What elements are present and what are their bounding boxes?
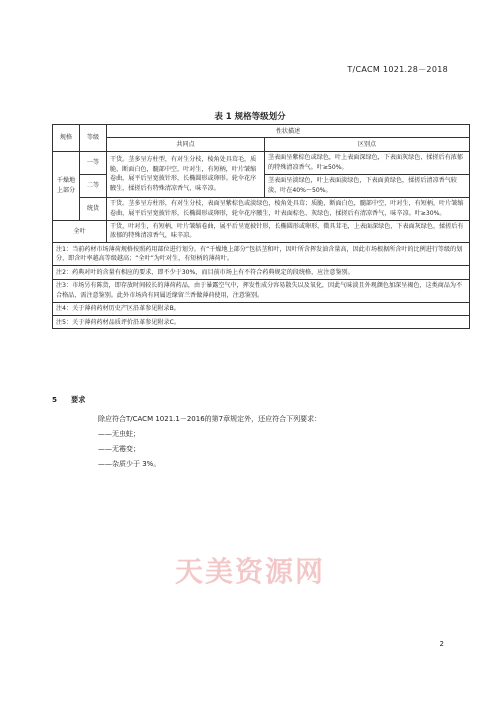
header-common: 共同点 <box>107 138 265 151</box>
section-title: 要求 <box>71 395 86 404</box>
header-traits: 性状描述 <box>107 125 470 138</box>
table-note: 注4：关于薄荷药材历史产区沿革参见附录B。 <box>53 302 470 315</box>
spec-dry-aerial: 千燥地上部分 <box>53 151 80 220</box>
section-number: 5 <box>52 395 58 404</box>
ungraded-traits: 干货。茎多呈方柱形，有对生分枝，表面呈紫棕色或淡绿色，棱角处具茸；质脆，断面白色，髓部中空，叶对生，有短柄，叶片皱缩卷曲，展平后呈宽披针形，长椭圆形或卵形，轮伞花序腋生，叶表面棕色、灰绿色，揉搓后有清凉香气，味辛凉。叶≥30%。 <box>107 197 470 220</box>
header-spec: 规格 <box>53 125 80 152</box>
common-traits: 干货。茎多呈方柱型，有对生分枝，棱角处具茸毛，质脆，断面白色，髓部中空，叶对生，有短柄，叶片皱缩卷曲，展平后呈宽披针形，长椭圆形或卵形。轮伞花序腋生，揉搓后有特殊清凉香气，味辛凉。 <box>107 151 265 197</box>
table-note: 注1：当前药材市场薄荷规格按照药用部位进行划分。有“千燥地上部分”包括茎和叶，因叶所含挥发油含量高，因此市场根据所含叶的比例进行等级的划分，即含叶率越高等级越高；“全叶”为叶对生，有短柄的薄荷叶。 <box>53 243 470 266</box>
diff-second: 茎表面呈淡绿色，叶上表面淡绿色，下表面黄绿色，揉搓后清凉香气较淡，叶在40%～50%。 <box>265 174 470 197</box>
table-note: 注3：市场另有陈货，即存放时间较长的薄荷药品，由于暴露空气中，挥发性成分容易散失以及氧化，因此气味淡且外观颜色加深呈褐色，这类商品为不合格品，需注意鉴别。此外市场尚有同属近缘留兰香做薄荷使用，注意鉴别。 <box>53 279 470 302</box>
requirement-item: ——杂质少于 3%。 <box>98 460 161 468</box>
table-caption: 表 1 规格等级划分 <box>214 112 286 122</box>
table-note: 注2：药典对叶的含量有相应的要求，即不少于30%，而目前市场上有不符合药典规定的段统格，应注意鉴别。 <box>53 266 470 279</box>
header-grade: 等级 <box>80 125 107 152</box>
watermark: 天美资源网 <box>174 555 325 588</box>
whole-leaf-traits: 干货，叶对生，有短柄，叶片皱缩卷曲，展平后呈宽披针形，长椭圆形或卵形，微具茸毛，上表面深绿色，下表面灰绿色，揉搓后有浓郁的特殊清凉香气，味辛凉。 <box>107 220 470 243</box>
grade-ungraded: 统货 <box>80 197 107 220</box>
standard-number: T/CACM 1021.28－2018 <box>347 65 448 74</box>
page-number: 2 <box>439 640 444 648</box>
requirement-item: ——无虫蛀； <box>98 430 140 438</box>
requirement-item: ——无霉变； <box>98 445 140 453</box>
grade-second: 二等 <box>80 174 107 197</box>
grade-first: 一等 <box>80 151 107 174</box>
header-diff: 区别点 <box>265 138 470 151</box>
spec-whole-leaf: 全叶 <box>53 220 107 243</box>
table-note: 注5：关于薄荷药材品质评价沿革参见附录C。 <box>53 316 470 329</box>
diff-first: 茎表面呈紫棕色或绿色，叶上表面深绿色，下表面灰绿色，揉搓后有浓郁的特殊清凉香气。叶≥50%。 <box>265 151 470 174</box>
requirement-intro: 除应符合T/CACM 1021.1－2016的第7章规定外，还应符合下列要求： <box>98 415 322 423</box>
grade-table <box>52 124 470 329</box>
section-heading <box>52 395 99 405</box>
